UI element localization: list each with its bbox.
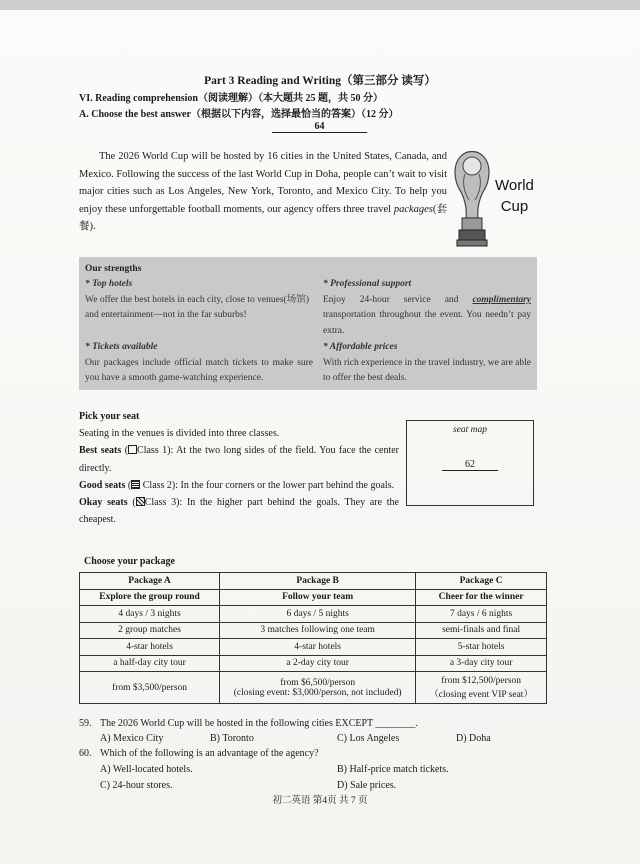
subheader-package-a: Explore the group round <box>80 589 220 606</box>
seat-title: Pick your seat <box>79 411 140 422</box>
q60-text: Which of the following is an advantage of the agency? <box>100 748 319 759</box>
good-seats-label: Good seats <box>79 479 126 491</box>
tickets-text: Our packages include official match tickets to make sure you have a smooth game-watching experience. <box>85 357 313 384</box>
header-package-c: Package C <box>416 573 547 590</box>
top-hotels-block <box>85 277 309 324</box>
subheader-package-c: Cheer for the winner <box>416 589 547 606</box>
section-title: VI. Reading comprehension（阅读理解）（本大题共 25 题，共 50 分） <box>79 93 383 104</box>
subheader-package-b: Follow your team <box>220 589 416 606</box>
table-cell: 6 days / 5 nights <box>220 606 416 623</box>
q60-option-c: C) 24-hour stores. <box>100 780 173 791</box>
answer-blank-64: 64 <box>272 121 367 133</box>
table-cell: a 2-day city tour <box>220 655 416 672</box>
support-title: * Professional support <box>323 279 412 289</box>
table-cell: a half-day city tour <box>80 655 220 672</box>
price-package-b <box>220 672 416 704</box>
support-text-b: transportation throughout the event. You needn’t pay extra. <box>323 310 531 336</box>
logo-line-2: Cup <box>500 198 529 215</box>
question-60 <box>79 746 559 761</box>
table-cell: 3 matches following one team <box>220 622 416 639</box>
q59-option-d: D) Doha <box>456 733 491 744</box>
intro-note: (套餐). <box>79 203 448 232</box>
seat-section <box>79 408 399 528</box>
world-cup-logo-text <box>495 175 534 217</box>
class1-square-icon <box>128 445 137 454</box>
q59-option-a: A) Mexico City <box>100 733 164 744</box>
seat-map-label: seat map <box>452 425 488 435</box>
good-seats: Good seats ( Class 2): In the four corners or the lower part behind the goals. <box>79 479 395 491</box>
header-package-b: Package B <box>220 573 416 590</box>
seat-map-box <box>406 420 534 506</box>
q60-option-a: A) Well-located hotels. <box>100 764 193 775</box>
price-package-b-main: from $6,500/person <box>280 677 356 688</box>
best-seats: Best seats ( Class 1): At the two long sides of the field. You face the center directly. <box>79 445 399 474</box>
table-cell: a 3-day city tour <box>416 655 547 672</box>
seat-intro: Seating in the venues is divided into three classes. <box>79 428 280 440</box>
table-cell: 4-star hotels <box>220 639 416 656</box>
q60-option-b: B) Half-price match tickets. <box>337 764 449 775</box>
top-hotels-text: We offer the best hotels in each city, close to venues(场馆) and entertainment—not in the far suburbs! <box>85 294 309 321</box>
q59-option-b: B) Toronto <box>210 733 254 744</box>
table-cell: 7 days / 6 nights <box>416 606 547 623</box>
strengths-box <box>79 257 537 390</box>
price-package-b-note: (closing event: $3,000/person, not included) <box>233 687 402 698</box>
strengths-title: Our strengths <box>85 264 142 274</box>
q59-number: 59. <box>79 718 92 729</box>
support-key-word: complimentary <box>472 294 532 305</box>
tickets-block <box>85 340 313 387</box>
best-seats-label: Best seats <box>79 445 122 457</box>
price-package-a: from $3,500/person <box>80 672 220 704</box>
table-row <box>80 606 547 623</box>
scan-edge <box>0 0 640 10</box>
table-row <box>80 622 547 639</box>
good-seats-class: Class 2 <box>142 479 172 491</box>
price-package-c-main: from $12,500/person <box>441 675 521 686</box>
price-package-c-note: （closing event VIP seat） <box>429 689 533 700</box>
logo-line-1: World <box>495 177 534 194</box>
table-row <box>80 655 547 672</box>
best-seats-class: Class 1 <box>137 445 168 457</box>
class3-square-icon <box>136 497 145 506</box>
subsection-title: A. Choose the best answer（根据以下内容，选择最恰当的答案）（12 分） <box>79 109 399 120</box>
answer-blank-62: 62 <box>442 459 498 471</box>
tickets-title: * Tickets available <box>85 342 158 352</box>
okay-seats-label: Okay seats <box>79 497 128 509</box>
page-footer: 初二英语 第4页 共 7 页 <box>272 796 368 806</box>
prices-block <box>323 340 531 387</box>
header-package-a: Package A <box>80 573 220 590</box>
q60-option-d: D) Sale prices. <box>337 780 397 791</box>
prices-title: * Affordable prices <box>323 342 398 352</box>
package-table <box>79 572 547 704</box>
table-cell: 4-star hotels <box>80 639 220 656</box>
okay-seats-text: : In the higher part behind the goals. They are the cheapest. <box>79 497 399 526</box>
top-hotels-title: * Top hotels <box>85 279 133 289</box>
okay-seats-class: Class 3 <box>144 497 177 509</box>
q60-number: 60. <box>79 748 92 759</box>
question-59 <box>79 716 559 731</box>
package-heading: Choose your package <box>84 556 175 567</box>
world-cup-trophy-icon <box>447 148 497 254</box>
okay-seats: Okay seats ( Class 3): In the higher part behind the goals. They are the cheapest. <box>79 497 399 526</box>
intro-key-word: packages <box>393 203 433 215</box>
table-cell: 5-star hotels <box>416 639 547 656</box>
table-row-price <box>80 672 547 704</box>
table-cell: semi-finals and final <box>416 622 547 639</box>
intro-text: The 2026 World Cup will be hosted by 16 cities in the United States, Canada, and Mexico. Following the success of the last World Cup in Doha, people can’t wait to visit major cities such as Los Angeles, New York, Toronto, and Mexico City. To help you enjoy these unforgettable football moments, our agency offers three travel <box>79 151 447 215</box>
support-text-a: Enjoy 24-hour service and <box>323 294 459 305</box>
support-block <box>323 277 531 339</box>
class2-square-icon <box>131 480 140 489</box>
good-seats-text: : In the four corners or the lower part behind the goals. <box>175 479 395 491</box>
prices-text: With rich experience in the travel industry, we are able to offer the best deals. <box>323 357 531 384</box>
q59-text: The 2026 World Cup will be hosted in the following cities EXCEPT ________. <box>100 718 418 729</box>
table-row <box>80 639 547 656</box>
table-cell: 2 group matches <box>80 622 220 639</box>
part-title: Part 3 Reading and Writing（第三部分 读写） <box>204 75 436 87</box>
best-seats-text: : At the two long sides of the field. You face the center directly. <box>79 445 399 474</box>
table-cell: 4 days / 3 nights <box>80 606 220 623</box>
intro-paragraph <box>79 148 447 236</box>
q59-option-c: C) Los Angeles <box>337 733 400 744</box>
price-package-c <box>416 672 547 704</box>
